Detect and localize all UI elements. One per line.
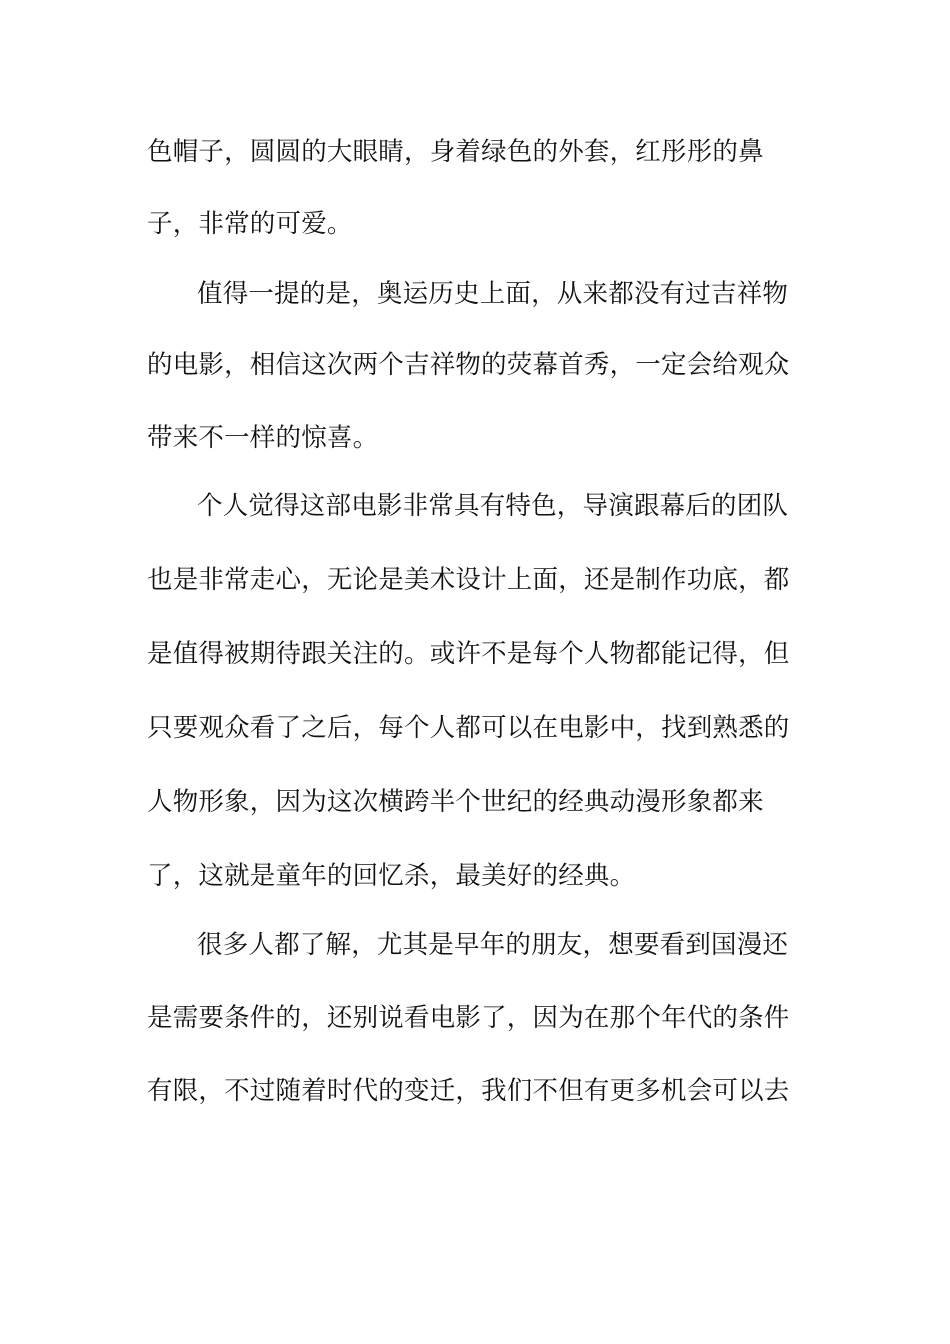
text-line-8: 是值得被期待跟关注的。或许不是每个人物都能记得，但 (147, 639, 790, 669)
text-line-13: 是需要条件的，还别说看电影了，因为在那个年代的条件 (147, 1003, 790, 1033)
text-line-9: 只要观众看了之后，每个人都可以在电影中，找到熟悉的 (147, 713, 790, 743)
text-line-1: 色帽子，圆圆的大眼睛，身着绿色的外套，红彤彤的鼻 (147, 137, 764, 167)
text-line-2: 子，非常的可爱。 (147, 209, 353, 239)
text-line-10: 人物形象，因为这次横跨半个世纪的经典动漫形象都来 (147, 787, 764, 817)
text-line-11: 了，这就是童年的回忆杀，最美好的经典。 (147, 861, 636, 891)
text-line-4: 的电影，相信这次两个吉祥物的荧幕首秀，一定会给观众 (147, 350, 790, 380)
paragraph-start-line-12: 很多人都了解，尤其是早年的朋友，想要看到国漫还 (197, 930, 789, 960)
paragraph-start-line-3: 值得一提的是，奥运历史上面，从来都没有过吉祥物 (197, 279, 789, 309)
text-line-5: 带来不一样的惊喜。 (147, 423, 379, 453)
paragraph-start-line-6: 个人觉得这部电影非常具有特色，导演跟幕后的团队 (197, 491, 789, 521)
text-line-14: 有限，不过随着时代的变迁，我们不但有更多机会可以去 (147, 1076, 790, 1106)
text-line-7: 也是非常走心，无论是美术设计上面，还是制作功底，都 (147, 565, 790, 595)
